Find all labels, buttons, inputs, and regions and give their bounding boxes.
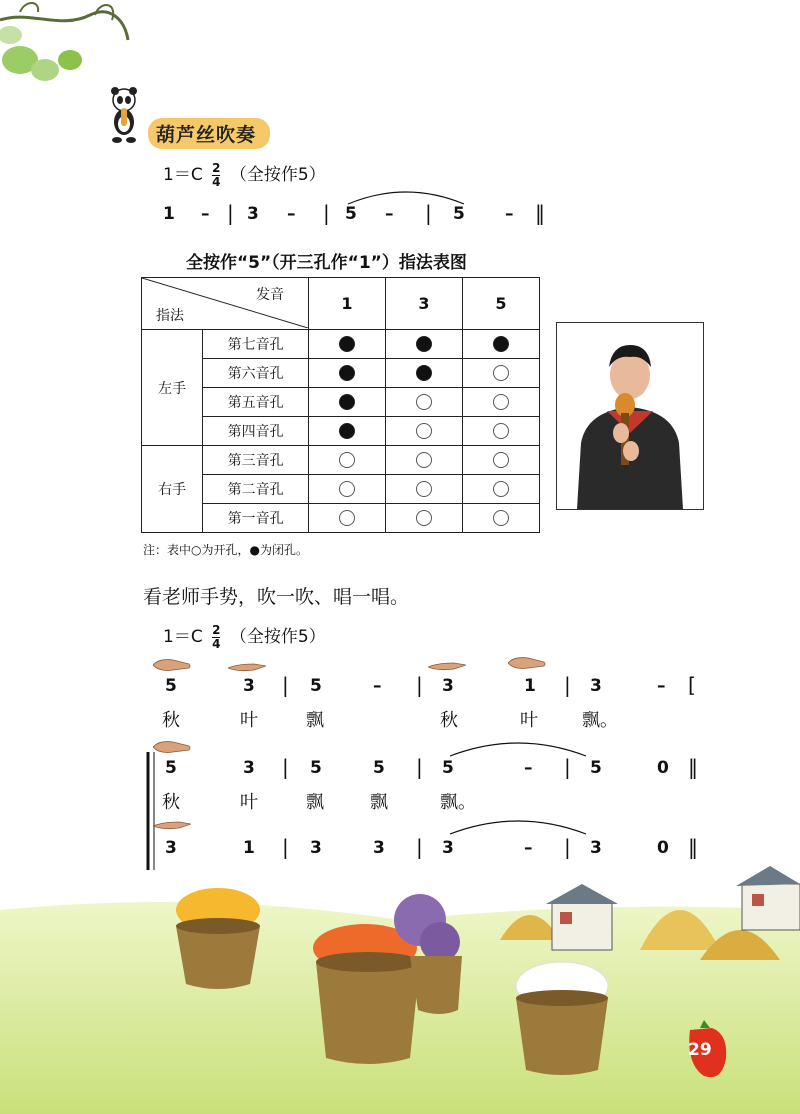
barline: | <box>282 835 289 859</box>
final-barline: ‖ <box>535 201 545 225</box>
note: 3 <box>590 838 602 858</box>
hand-gesture-icon <box>508 656 546 670</box>
pitch-header: 5 <box>463 278 540 330</box>
time-top: 2 <box>212 160 221 175</box>
open-hole-icon <box>493 481 509 497</box>
note: 5 <box>442 758 454 778</box>
hole-state-cell <box>386 417 463 446</box>
time-top: 2 <box>212 622 221 637</box>
lyric-char: 秋 <box>162 710 180 731</box>
open-hole-icon <box>493 423 509 439</box>
panda-icon <box>104 86 144 144</box>
note: – <box>373 676 382 696</box>
hole-label: 第二音孔 <box>203 475 309 504</box>
closed-hole-icon <box>493 336 509 352</box>
hole-state-cell <box>386 504 463 533</box>
note: 5 <box>373 758 385 778</box>
note: – <box>201 204 210 224</box>
open-hole-icon <box>416 423 432 439</box>
hole-state-cell <box>386 446 463 475</box>
barline: [ <box>688 673 696 697</box>
hole-state-cell <box>463 417 540 446</box>
photo-boy-playing <box>556 322 704 510</box>
song-key-signature <box>163 622 326 651</box>
note: 5 <box>453 204 465 224</box>
barline: | <box>564 673 571 697</box>
closed-hole-icon <box>416 336 432 352</box>
closed-hole-icon <box>339 336 355 352</box>
note: – <box>505 204 514 224</box>
note: – <box>524 758 533 778</box>
hand-gesture-icon <box>228 660 266 674</box>
hole-state-cell <box>463 504 540 533</box>
pitch-header: 3 <box>386 278 463 330</box>
time-bottom: 4 <box>212 636 221 651</box>
hand-gesture-icon <box>153 818 191 832</box>
note: 3 <box>247 204 259 224</box>
hole-label: 第六音孔 <box>203 359 309 388</box>
fingering-note: （全按作5） <box>229 627 326 647</box>
closed-hole-icon <box>416 365 432 381</box>
barline: | <box>425 201 432 225</box>
hand-gesture-icon <box>153 658 191 672</box>
barline: | <box>227 201 234 225</box>
lyric-char: 飘 <box>306 710 324 731</box>
barline: | <box>416 755 423 779</box>
table-footnote: 注：表中○为开孔，●为闭孔。 <box>143 543 308 557</box>
table-row <box>142 446 540 475</box>
lyric-char: 叶 <box>240 710 258 731</box>
hole-label: 第七音孔 <box>203 330 309 359</box>
fingering-table <box>141 277 540 533</box>
key-label: 1＝C <box>163 627 203 647</box>
lyric-char: 飘 <box>306 792 324 813</box>
hole-state-cell <box>309 330 386 359</box>
page-number: 29 <box>688 1040 712 1060</box>
barline: | <box>282 755 289 779</box>
note: 1 <box>163 204 175 224</box>
hand-label: 右手 <box>142 446 203 533</box>
hole-state-cell <box>309 475 386 504</box>
table-row <box>142 330 540 359</box>
note: 3 <box>165 838 177 858</box>
hole-state-cell <box>386 388 463 417</box>
lyric-char: 飘。 <box>582 710 618 731</box>
corner-top-label: 发音 <box>256 287 284 303</box>
note: 3 <box>373 838 385 858</box>
note: – <box>524 838 533 858</box>
note: 0 <box>657 758 669 778</box>
time-bottom: 4 <box>212 174 221 189</box>
barline: | <box>564 835 571 859</box>
tie-arc <box>448 814 588 836</box>
note: 1 <box>243 838 255 858</box>
note: 3 <box>310 838 322 858</box>
open-hole-icon <box>493 394 509 410</box>
vine-decoration <box>0 0 140 100</box>
hand-label: 左手 <box>142 330 203 446</box>
final-barline: ‖ <box>688 755 698 779</box>
hole-label: 第三音孔 <box>203 446 309 475</box>
final-barline: ‖ <box>688 835 698 859</box>
hand-gesture-icon <box>153 740 191 754</box>
note: 5 <box>590 758 602 778</box>
lyric-char: 飘。 <box>440 792 476 813</box>
note: 0 <box>657 838 669 858</box>
lyric-char: 秋 <box>162 792 180 813</box>
closed-hole-icon <box>339 394 355 410</box>
instruction-text: 看老师手势，吹一吹、唱一唱。 <box>143 586 410 608</box>
note: 5 <box>165 676 177 696</box>
note: – <box>287 204 296 224</box>
lyric-char: 飘 <box>370 792 388 813</box>
hole-state-cell <box>309 388 386 417</box>
hole-state-cell <box>309 417 386 446</box>
hole-label: 第一音孔 <box>203 504 309 533</box>
note: 5 <box>310 676 322 696</box>
note: – <box>657 676 666 696</box>
note: 3 <box>442 838 454 858</box>
closed-hole-icon <box>339 423 355 439</box>
hole-state-cell <box>309 504 386 533</box>
key-label: 1＝C <box>163 165 203 185</box>
barline: | <box>416 673 423 697</box>
hole-state-cell <box>386 475 463 504</box>
closed-hole-icon <box>339 365 355 381</box>
table-corner <box>142 278 309 330</box>
time-signature <box>212 162 220 189</box>
note: 3 <box>590 676 602 696</box>
barline: | <box>416 835 423 859</box>
hole-label: 第五音孔 <box>203 388 309 417</box>
corner-bottom-label: 指法 <box>156 308 184 324</box>
open-hole-icon <box>493 510 509 526</box>
lyric-char: 叶 <box>520 710 538 731</box>
open-hole-icon <box>416 510 432 526</box>
note: 3 <box>243 758 255 778</box>
open-hole-icon <box>416 394 432 410</box>
hole-state-cell <box>463 359 540 388</box>
note: 5 <box>165 758 177 778</box>
barline: | <box>323 201 330 225</box>
hole-state-cell <box>463 475 540 504</box>
tie-arc <box>448 736 588 758</box>
hole-state-cell <box>463 330 540 359</box>
open-hole-icon <box>339 452 355 468</box>
open-hole-icon <box>493 365 509 381</box>
section-title: 葫芦丝吹奏 <box>148 118 270 149</box>
open-hole-icon <box>339 510 355 526</box>
lyric-char: 秋 <box>440 710 458 731</box>
lyric-char: 叶 <box>240 792 258 813</box>
open-hole-icon <box>416 481 432 497</box>
hole-state-cell <box>309 446 386 475</box>
note: 5 <box>310 758 322 778</box>
barline: | <box>282 673 289 697</box>
hole-state-cell <box>386 359 463 388</box>
tie-arc <box>346 186 466 206</box>
open-hole-icon <box>339 481 355 497</box>
fingering-note: （全按作5） <box>229 165 326 185</box>
hole-state-cell <box>309 359 386 388</box>
hand-gesture-icon <box>428 659 466 673</box>
barline: | <box>564 755 571 779</box>
note: 5 <box>345 204 357 224</box>
open-hole-icon <box>493 452 509 468</box>
key-signature <box>163 160 326 189</box>
hole-state-cell <box>463 446 540 475</box>
hole-state-cell <box>463 388 540 417</box>
note: – <box>385 204 394 224</box>
note: 3 <box>243 676 255 696</box>
hole-state-cell <box>386 330 463 359</box>
open-hole-icon <box>416 452 432 468</box>
time-signature <box>212 624 220 651</box>
harvest-illustration <box>0 850 800 1114</box>
note: 1 <box>524 676 536 696</box>
note: 3 <box>442 676 454 696</box>
pitch-header: 1 <box>309 278 386 330</box>
hole-label: 第四音孔 <box>203 417 309 446</box>
table-title: 全按作“5”（开三孔作“1”）指法表图 <box>186 253 467 273</box>
